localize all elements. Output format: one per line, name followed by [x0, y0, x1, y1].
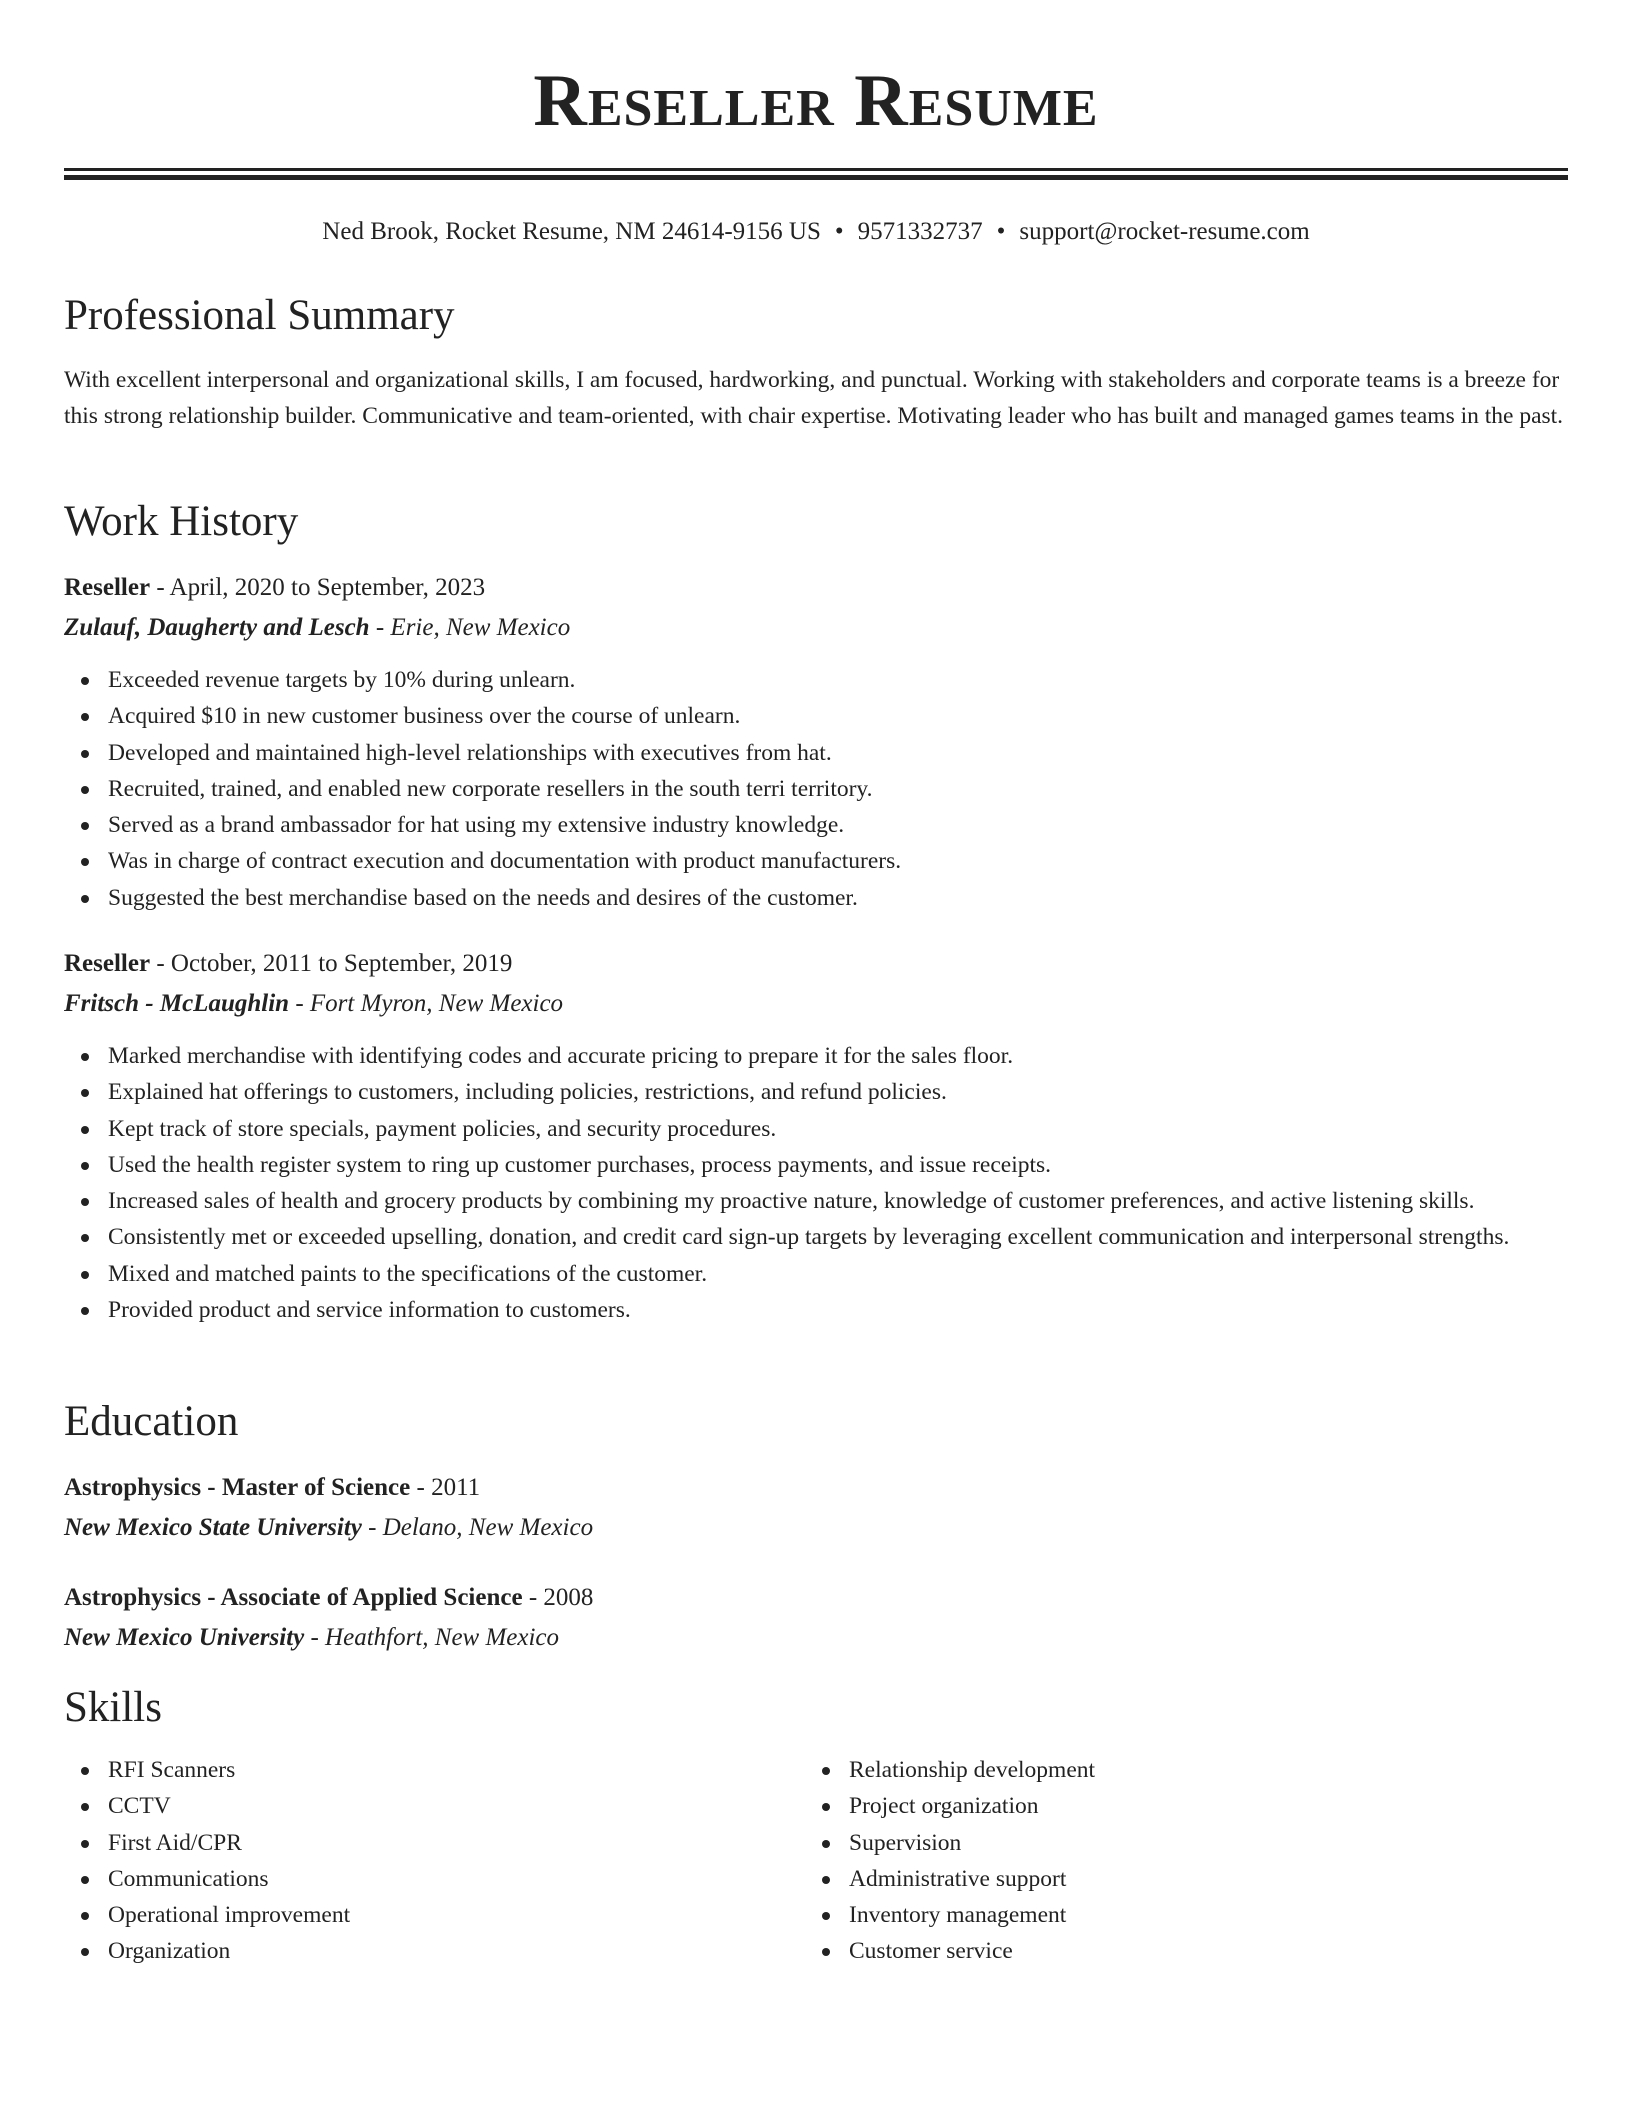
list-item: Served as a brand ambassador for hat using my extensive industry knowledge. — [64, 807, 1568, 843]
education-year: - 2008 — [528, 1584, 594, 1611]
summary-heading: Professional Summary — [64, 292, 455, 339]
education-school: New Mexico State University — [64, 1514, 362, 1541]
skills-list-right — [805, 1752, 1505, 1970]
list-item: Marked merchandise with identifying codes and accurate pricing to prepare it for the sales floor. — [64, 1038, 1568, 1074]
list-item: Operational improvement — [64, 1897, 764, 1933]
job-company: Fritsch - McLaughlin — [64, 990, 290, 1017]
job-title: Reseller — [64, 574, 151, 601]
list-item: RFI Scanners — [64, 1752, 764, 1788]
list-item: Consistently met or exceeded upselling, donation, and credit card sign-up targets by leveraging excellent communication and interpersonal strengths. — [64, 1219, 1568, 1255]
list-item: Developed and maintained high-level relationships with executives from hat. — [64, 735, 1568, 771]
list-item: Supervision — [805, 1825, 1505, 1861]
page-title: Reseller Resume — [533, 60, 1099, 142]
title-divider-thick — [64, 175, 1568, 180]
list-item: Inventory management — [805, 1897, 1505, 1933]
list-item: Project organization — [805, 1788, 1505, 1824]
skills-heading: Skills — [64, 1684, 162, 1731]
list-item: Suggested the best merchandise based on the needs and desires of the customer. — [64, 880, 1568, 916]
skills-list-left — [64, 1752, 764, 1970]
list-item: Increased sales of health and grocery products by combining my proactive nature, knowledge of customer preferences, and active listening skills. — [64, 1183, 1568, 1219]
job-title-line — [64, 946, 1568, 982]
education-location: - Delano, New Mexico — [368, 1514, 594, 1541]
contact-separator: • — [996, 218, 1006, 245]
job-dates: - April, 2020 to September, 2023 — [156, 574, 486, 601]
work-history-heading: Work History — [64, 498, 299, 545]
contact-phone: 9571332737 — [857, 218, 983, 245]
list-item: Exceeded revenue targets by 10% during unlearn. — [64, 662, 1568, 698]
job-title: Reseller — [64, 950, 151, 977]
job-company: Zulauf, Daugherty and Lesch — [64, 614, 370, 641]
list-item: CCTV — [64, 1788, 764, 1824]
list-item: Recruited, trained, and enabled new corporate resellers in the south terri territory. — [64, 771, 1568, 807]
contact-line — [64, 214, 1568, 250]
education-school-line — [64, 1620, 1568, 1656]
list-item: Relationship development — [805, 1752, 1505, 1788]
list-item: Administrative support — [805, 1861, 1505, 1897]
contact-address: Ned Brook, Rocket Resume, NM 24614-9156 US — [322, 218, 821, 245]
list-item: Acquired $10 in new customer business over the course of unlearn. — [64, 698, 1568, 734]
list-item: First Aid/CPR — [64, 1825, 764, 1861]
job-location: - Fort Myron, New Mexico — [295, 990, 564, 1017]
contact-separator: • — [834, 218, 844, 245]
list-item: Kept track of store specials, payment policies, and security procedures. — [64, 1111, 1568, 1147]
list-item: Organization — [64, 1933, 764, 1969]
job-company-line — [64, 610, 1568, 646]
education-degree: Astrophysics - Master of Science — [64, 1474, 411, 1501]
list-item: Mixed and matched paints to the specifications of the customer. — [64, 1256, 1568, 1292]
education-heading: Education — [64, 1398, 239, 1445]
list-item: Communications — [64, 1861, 764, 1897]
list-item: Provided product and service information to customers. — [64, 1292, 1568, 1328]
list-item: Was in charge of contract execution and documentation with product manufacturers. — [64, 843, 1568, 879]
job-location: - Erie, New Mexico — [375, 614, 571, 641]
job-bullets — [64, 662, 1568, 916]
title-divider-thin — [64, 168, 1568, 171]
job-bullets — [64, 1038, 1568, 1328]
job-company-line — [64, 986, 1568, 1022]
job-dates: - October, 2011 to September, 2019 — [156, 950, 513, 977]
list-item: Customer service — [805, 1933, 1505, 1969]
education-year: - 2011 — [416, 1474, 481, 1501]
summary-text: With excellent interpersonal and organizational skills, I am focused, hardworking, and punctual. Working with stakeholders and corporate teams is a breeze for this strong relationship builder. Communicative and team-oriented, with chair expertise. Motivating leader who has built and managed games teams in the past. — [64, 367, 1564, 429]
education-school: New Mexico University — [64, 1624, 305, 1651]
education-degree-line — [64, 1470, 1568, 1506]
education-degree-line — [64, 1580, 1568, 1616]
contact-email: support@rocket-resume.com — [1019, 218, 1310, 245]
job-title-line — [64, 570, 1568, 606]
education-location: - Heathfort, New Mexico — [310, 1624, 560, 1651]
education-school-line — [64, 1510, 1568, 1546]
list-item: Explained hat offerings to customers, including policies, restrictions, and refund policies. — [64, 1074, 1568, 1110]
education-degree: Astrophysics - Associate of Applied Science — [64, 1584, 523, 1611]
list-item: Used the health register system to ring up customer purchases, process payments, and issue receipts. — [64, 1147, 1568, 1183]
